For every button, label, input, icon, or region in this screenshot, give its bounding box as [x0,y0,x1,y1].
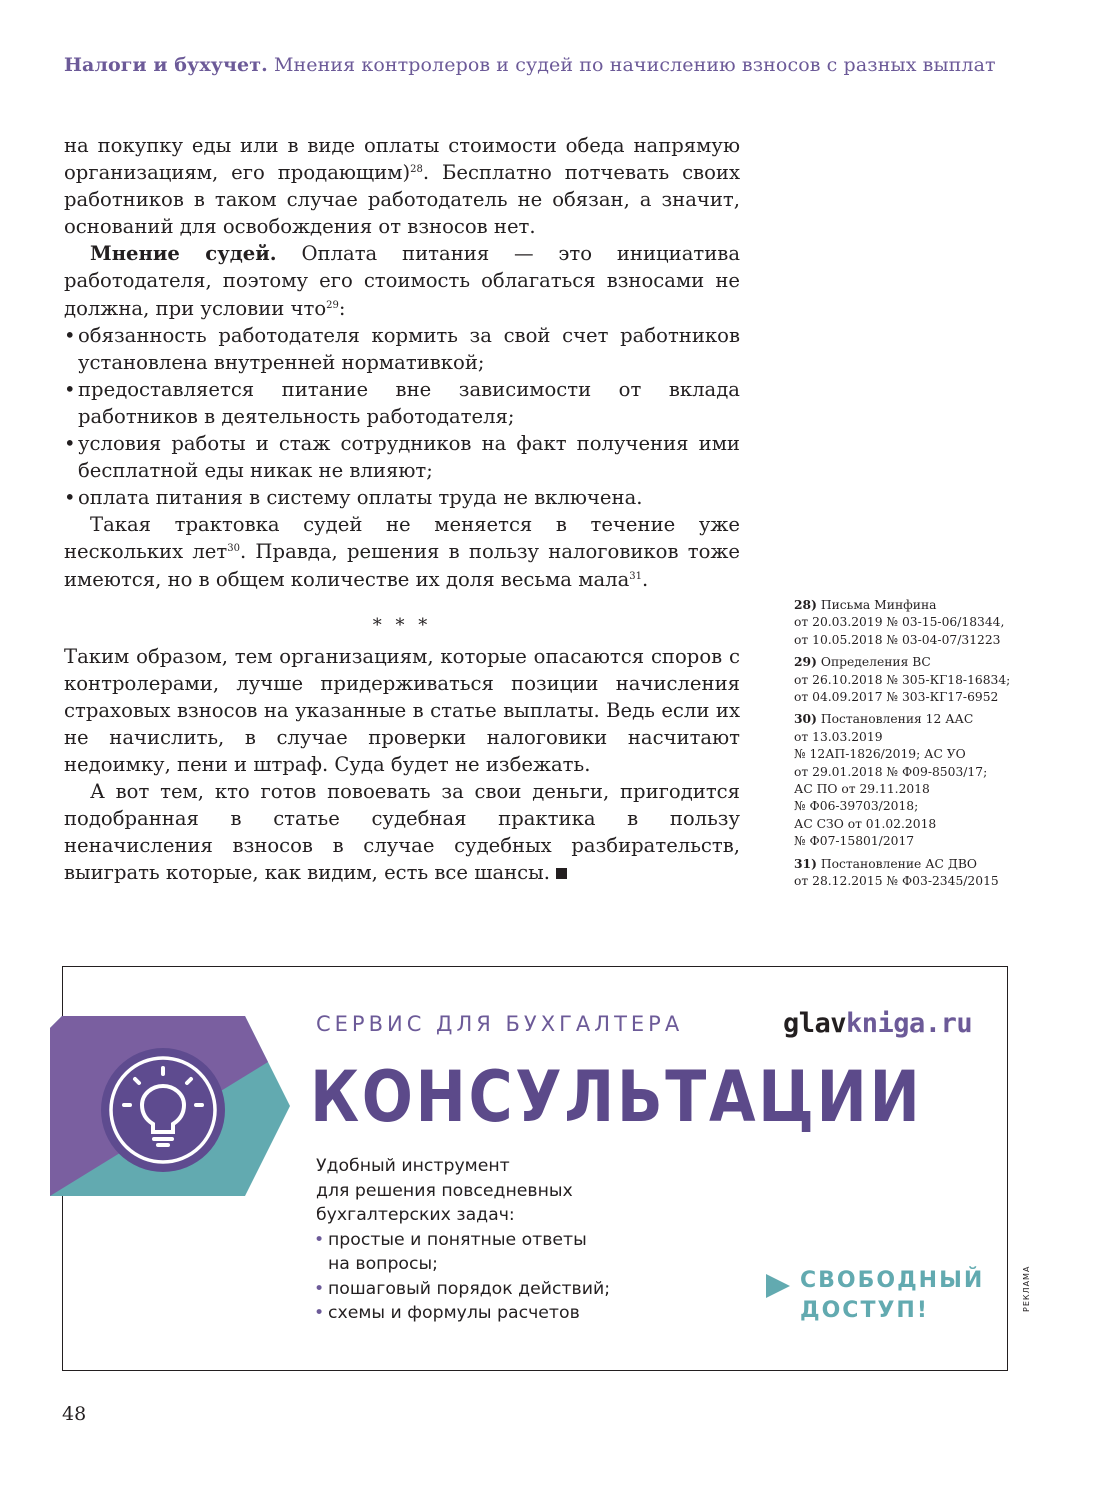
ad-description: Удобный инструмент для решения повседневных бухгалтерских задач: • простые и понятные ответы на вопросы; • пошаговый порядок действий; • схемы и формулы расчетов [316,1154,610,1326]
list-item: • предоставляется питание вне зависимости от вклада работников в деятельность работодателя; [64,376,740,430]
footnote-31: 31) Постановление АС ДВО от 28.12.2015 № Ф03-2345/2015 [794,855,999,889]
ad-site-link[interactable]: glavkniga.ru [783,1008,973,1039]
footnote-ref-28[interactable]: 28 [410,164,423,176]
list-item: • обязанность работодателя кормить за свой счет работников установлена внутренней нормативкой; [64,322,740,376]
free-access-button[interactable]: СВОБОДНЫЙ ДОСТУП! [800,1268,985,1323]
paragraph-3: Такая трактовка судей не меняется в течение уже нескольких лет$^{30}$. Правда, решения в пользу налоговиков тоже имеются, но в общем количестве их доля весьма мала$^{31}$. [64,513,740,591]
paragraph-final: А вот тем, кто готов повоевать за свои деньги, пригодится подобранная в статье судебная практика в пользу неначисления взносов в случае судебных разбирательств, выиграть которые, как видим, есть все шансы. [64,780,740,885]
page-number: 48 [62,1403,87,1425]
paragraph-judges-opinion: Мнение судей. Оплата питания — это инициатива работодателя, поэтому его стоимость облагаться взносами не должна, при условии что$^{29}$: [64,242,741,320]
ad-title: КОНСУЛЬТАЦИИ [310,1056,923,1138]
judges-opinion-heading: Мнение судей. [90,242,277,266]
footnote-ref-29[interactable]: 29 [326,299,339,311]
running-header [64,54,996,76]
header-section: Налоги и бухучет. [64,54,268,76]
paragraph-conclusion: Таким образом, тем организациям, которые опасаются споров с контролерами, лучше придерживаться позиции начисления страховых взносов на указанные в статье выплаты. Ведь если их не начислить, в случае проверки налоговики насчитают недоимку, пени и штраф. Суда будет не избежать. [64,644,740,777]
footnote-ref-31[interactable]: 31 [629,570,643,582]
footnote-28: 28) Письма Минфина от 20.03.2019 № 03-15-06/18344, от 10.05.2018 № 03-04-07/31223 [794,597,1005,647]
lightbulb-banner-graphic [50,1016,290,1196]
article-body [64,132,740,887]
header-title: Мнения контролеров и судей по начислению взносов с разных выплат [273,54,996,76]
paragraph-1: на покупку еды или в виде оплаты стоимости обеда напрямую организациям, его продающим)$^{28}$. Бесплатно потчевать своих работников в таком случае работодатель не обязан, а значит, оснований для освобождения от взносов нет. [64,134,740,239]
footnotes [794,596,1034,895]
footnote-29: 29) Определения ВС от 26.10.2018 № 305-КГ18-16834; от 04.09.2017 № 303-КГ17-6952 [794,654,1011,705]
footnote-30: 30) Постановления 12 ААС от 13.03.2019 № 12АП-1826/2019; АС УО от 29.01.2018 № Ф09-8503/17; АС ПО от 29.11.2018 № Ф06-39703/2018; АС СЗО от 01.02.2018 № Ф07-15801/2017 [794,711,988,849]
list-item: • простые и понятные ответы [316,1228,610,1253]
conditions-list [64,322,740,512]
list-item: • условия работы и стаж сотрудников на факт получения ими бесплатной еды никак не влияют; [64,430,740,484]
list-item: • оплата питания в систему оплаты труда не включена. [64,484,740,511]
ad-features-list: • простые и понятные ответы на вопросы; • пошаговый порядок действий; • схемы и формулы расчетов [316,1228,610,1326]
list-item: • пошаговый порядок действий; [316,1277,610,1302]
list-item: • схемы и формулы расчетов [316,1301,610,1326]
footnote-ref-30[interactable]: 30 [227,543,240,555]
end-square-icon [556,868,567,879]
section-separator: * * * [372,614,432,636]
ad-service-label: СЕРВИС ДЛЯ БУХГАЛТЕРА [316,1012,684,1036]
ad-label: РЕКЛАМА [1022,1265,1031,1312]
play-arrow-icon [764,1272,792,1300]
